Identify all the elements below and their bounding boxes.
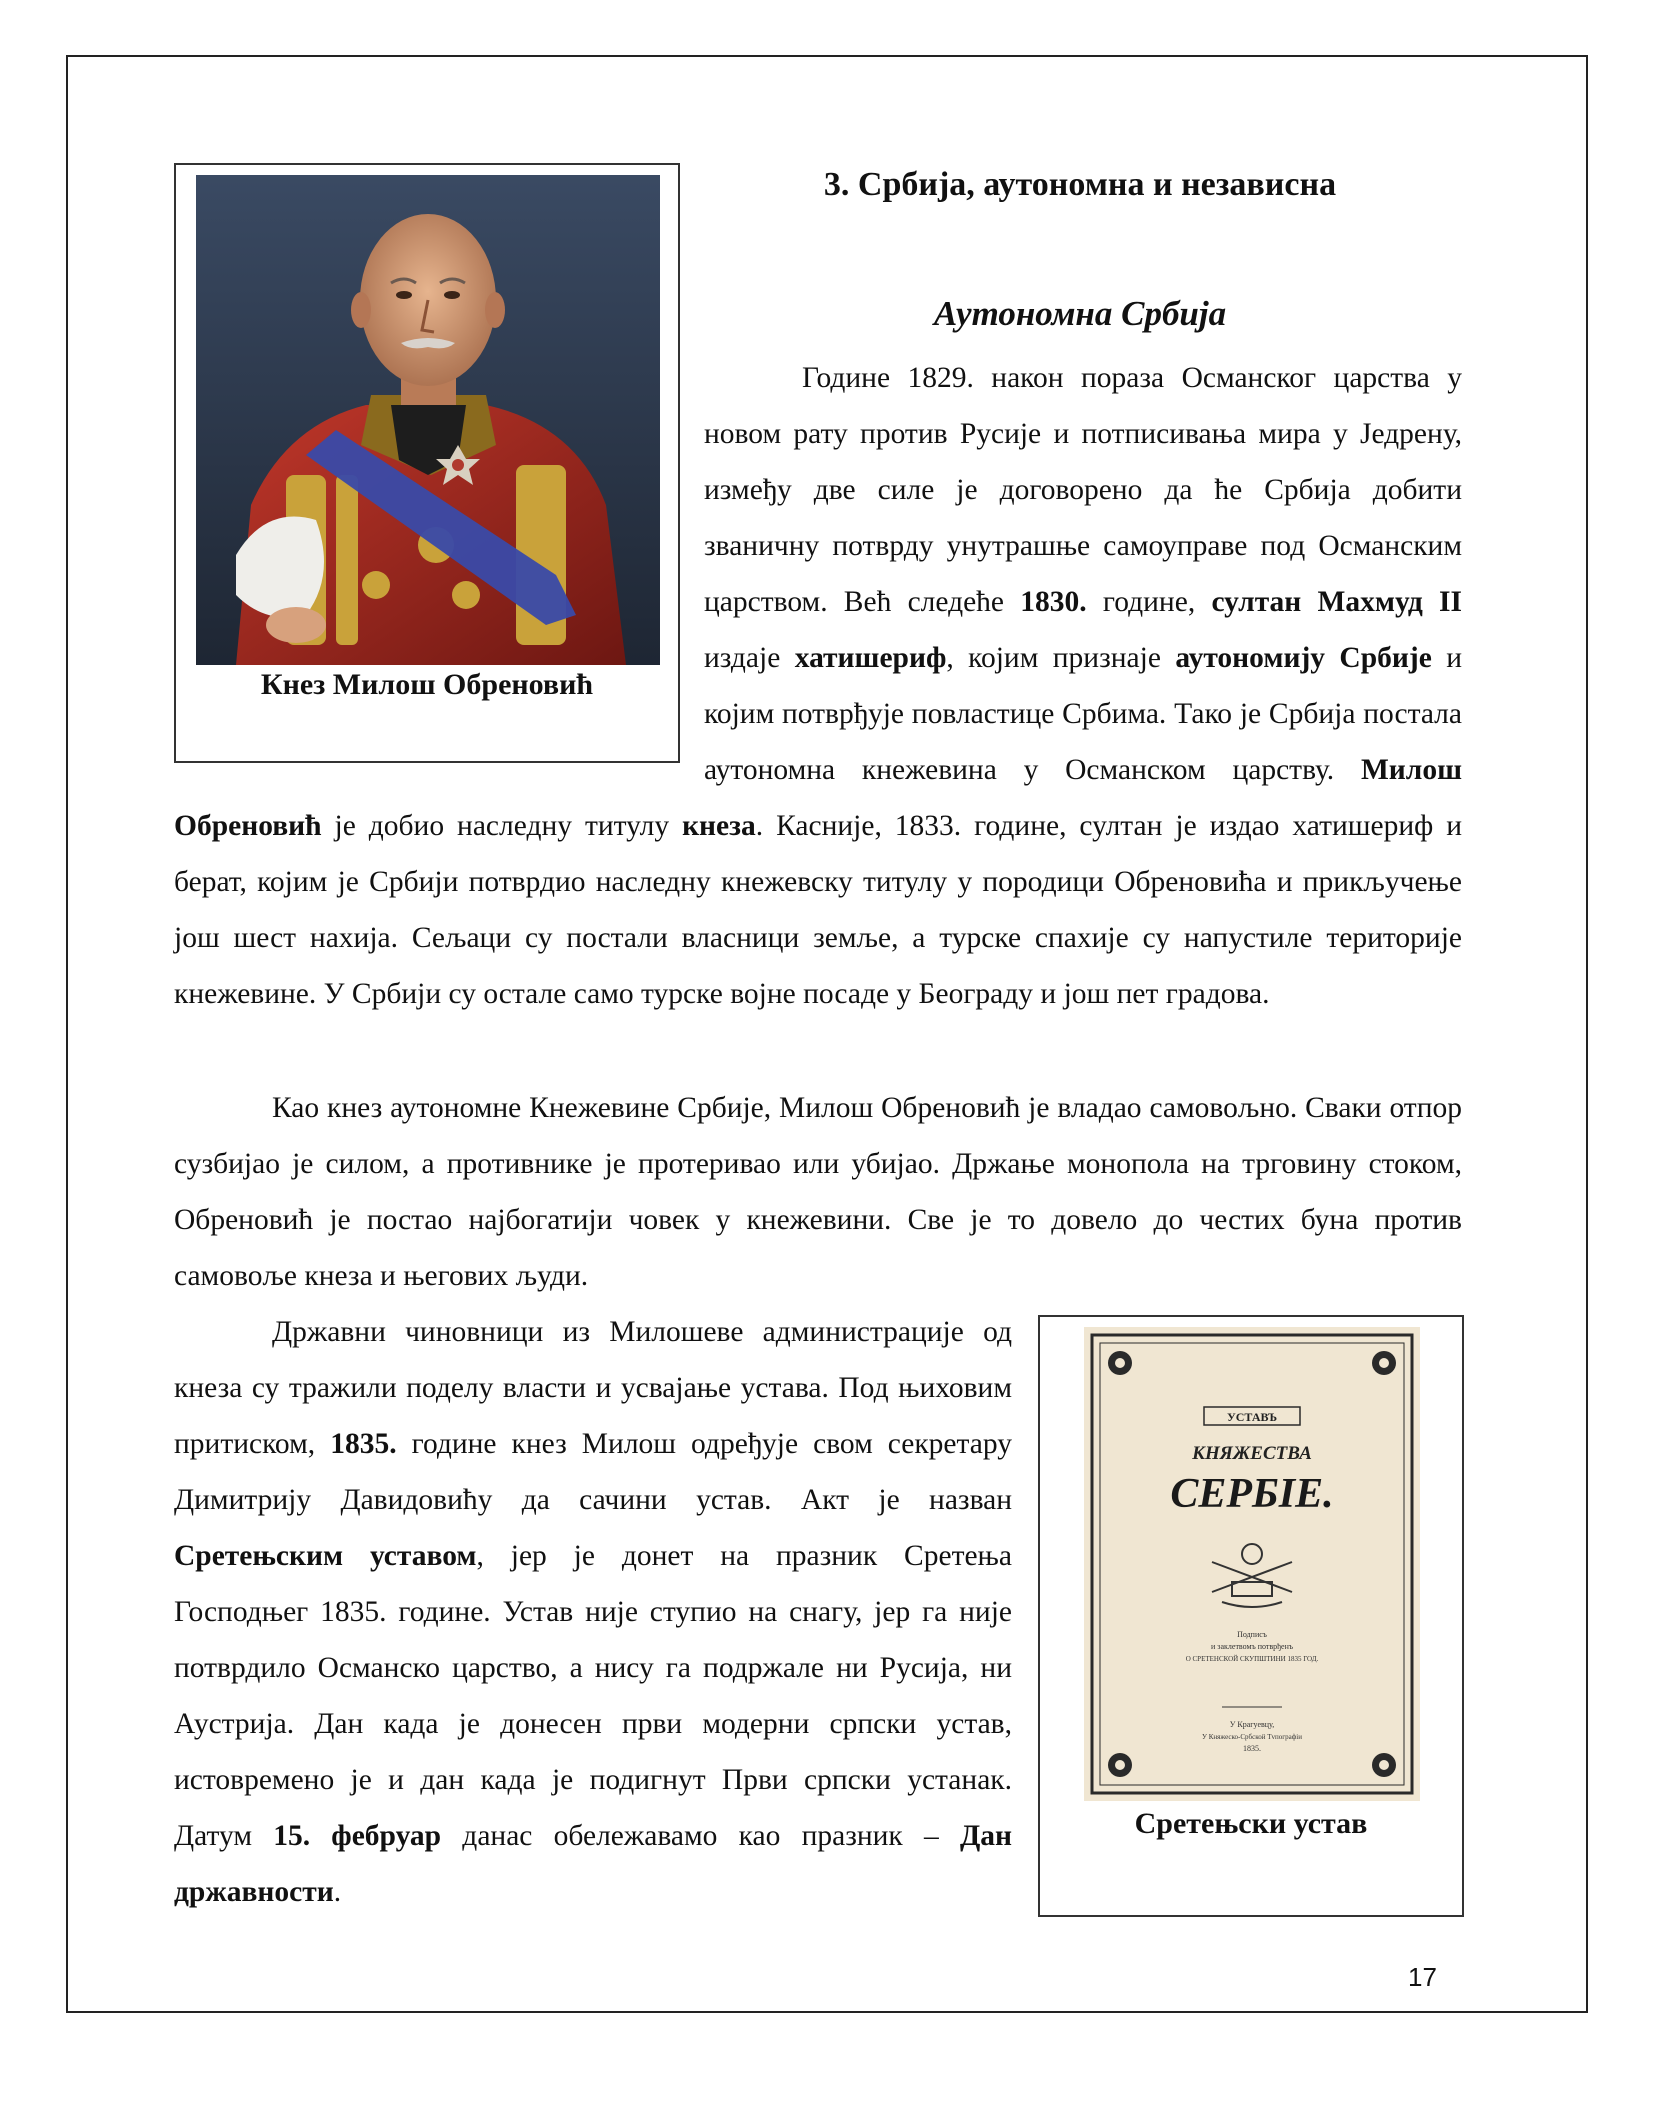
bold-term: хатишериф [794, 642, 947, 674]
ustav-cover-small3: О СРЕТЕНСКОЙ СКУПШТИНИ 1835 ГОД. [1185, 1655, 1319, 1663]
bold-term: Сретењским уставом [174, 1540, 477, 1572]
ustav-cover-line3: СЕРБIE. [1170, 1471, 1334, 1517]
ustav-caption: Сретењски устав [1134, 1807, 1368, 1840]
text-run: , којим признаје [946, 642, 1176, 674]
ustav-cover-line2: КНЯЖЕСТВА [1192, 1443, 1312, 1464]
ustav-cover-top: УСТАВЪ [1226, 1410, 1278, 1424]
paragraph-1 [174, 350, 1462, 1022]
section-title: Аутономна Србија [933, 294, 1227, 333]
text-run: издаје [704, 642, 795, 674]
paragraph-2 [174, 1080, 1462, 1304]
bold-term: аутономију Србије [1175, 642, 1432, 674]
text-run: је добио наследну титулу [321, 810, 683, 842]
text-run: и којим потврђује повластице Србима. Тако је Србија постала аутономна кнежевина у Османском царству. [704, 642, 1462, 786]
text-run: данас обележавамо као празник – [441, 1820, 960, 1852]
bold-term: 1830. [1020, 586, 1087, 618]
page-number: 17 [1408, 1962, 1437, 1992]
ustav-figure [1038, 1315, 1464, 1917]
bold-term: кнеза [682, 810, 756, 842]
portrait-float-spacer [174, 350, 704, 778]
text-run: године кнез Милош одређује свом секретару Димитрију Давидовићу да сачини устав. Акт је назван [174, 1428, 1012, 1516]
text-run: . [333, 1876, 342, 1908]
text-run: . Касније, 1833. године, султан је издао хатишериф и берат, којим је Србији потврдио наследну кнежевску титулу у породици Обреновића и прикључење још шест нахија. Сељаци су постали власници земље, а турске спахије су напустиле територије кнежевине. У Србији су остале само турске војне посаде у Београду и још пет градова. [174, 810, 1462, 1010]
bold-term: 15. фебруар [273, 1820, 442, 1852]
portrait-caption: Кнез Милош Обреновић [260, 668, 594, 701]
ustav-cover-bottom3: 1835. [1243, 1744, 1261, 1753]
ustav-cover-small2: и заклетвомъ потврђенъ [1211, 1642, 1293, 1651]
ustav-image [1084, 1327, 1420, 1801]
bold-term: 1835. [330, 1428, 397, 1460]
bold-term: султан Махмуд II [1211, 586, 1462, 618]
text-run: Државни чиновници из Милошеве администрације од кнеза су тражили поделу власти и усвајање устава. Под њиховим притиском, [174, 1316, 1012, 1460]
chapter-title: 3. Србија, аутономна и независна [823, 166, 1337, 203]
paragraph-3 [174, 1304, 1012, 1920]
bold-term: Милош Обреновић [174, 754, 1462, 842]
text-run: Године 1829. након пораза Османског царства у новом рату против Русије и потписивања мира у Једрену, између две силе је договорено да ће Србија добити званичну потврду унутрашње самоуправе под Османским царством. Већ следеће [704, 362, 1462, 618]
ustav-cover-bottom2: У Княжеско-Србской Тvпографiи [1202, 1733, 1302, 1741]
bold-term: Дан државности [174, 1820, 1012, 1908]
ustav-cover-bottom1: У Крагуевцу, [1229, 1720, 1275, 1729]
text-run: године, [1086, 586, 1212, 618]
text-run: , јер је донет на празник Сретења Господњег 1835. године. Устав није ступио на снагу, јер га није потврдило Османско царство, а нису га подржале ни Русија, ни Аустрија. Дан када је донесен први модерни српски устав, истовремено је и дан када је подигнут Први српски устанак. Датум [174, 1540, 1012, 1852]
text-run: Као кнез аутономне Кнежевине Србије, Милош Обреновић је владао самовољно. Сваки отпор сузбијао је силом, а противнике је протеривао или убијао. Држање монопола на трговину стоком, Обреновић је постао најбогатији човек у кнежевини. Све је то довело до честих буна против самовоље кнеза и његових људи. [174, 1092, 1462, 1292]
ustav-cover-small1: Подписъ [1237, 1630, 1267, 1639]
